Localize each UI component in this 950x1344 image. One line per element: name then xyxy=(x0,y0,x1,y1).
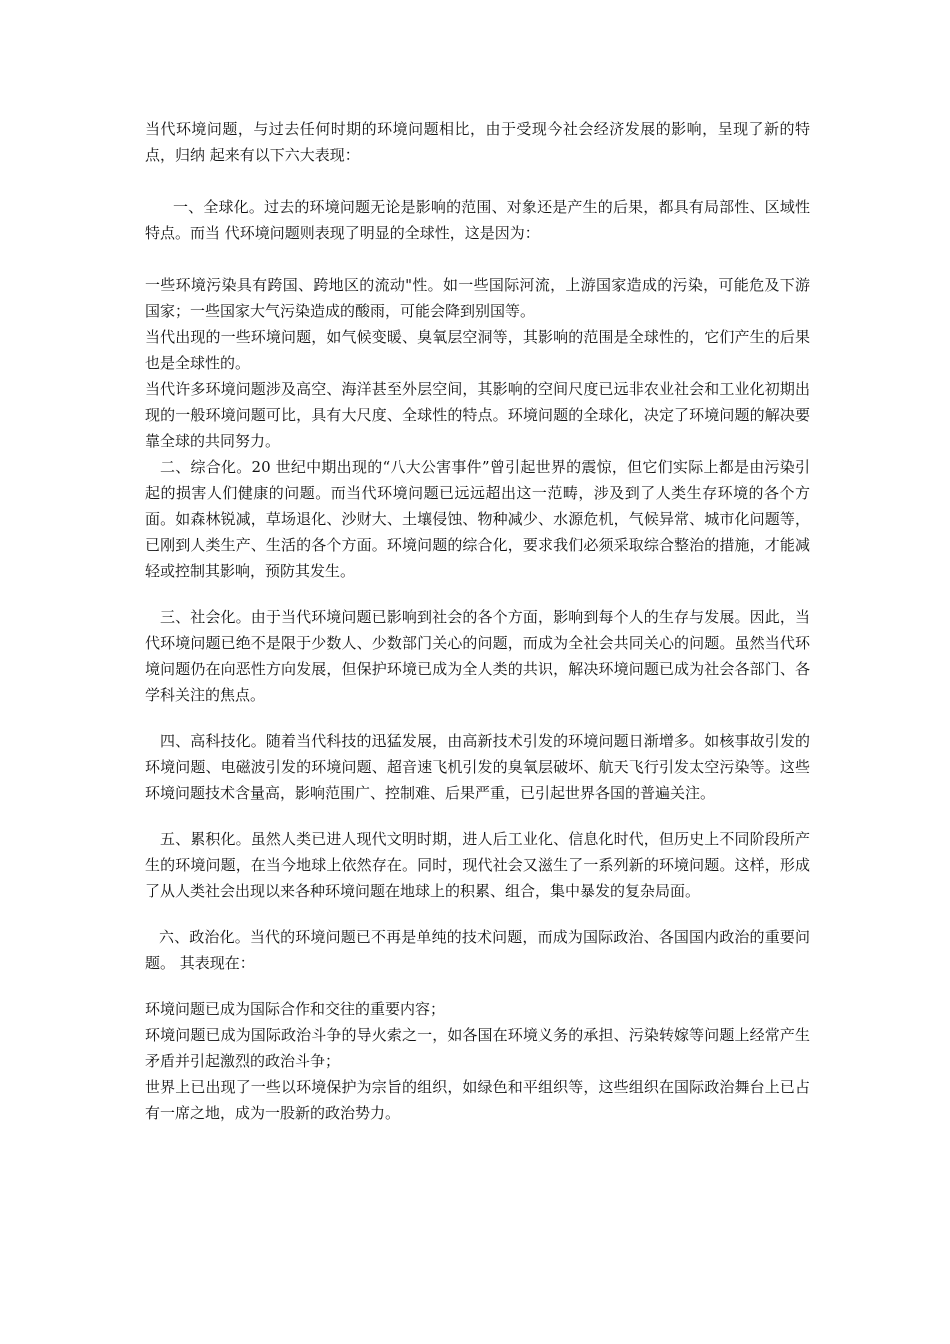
section-1-globalization: 一、全球化。过去的环境问题无论是影响的范围、对象还是产生的后果，都具有局部性、区域性特点。而当 代环境问题则表现了明显的全球性，这是因为： xyxy=(145,198,810,242)
intro-paragraph: 当代环境问题，与过去任何时期的环境问题相比，由于受现今社会经济发展的影响，呈现了新的特点，归纳 起来有以下六大表现： xyxy=(145,120,810,164)
globalization-point-1: 一些环境污染具有跨国、跨地区的流动"性。如一些国际河流，上游国家造成的污染，可能危及下游国家；一些国家大气污染造成的酸雨，可能会降到别国等。 xyxy=(145,276,810,320)
politicization-point-3: 世界上已出现了一些以环境保护为宗旨的组织，如绿色和平组织等，这些组织在国际政治舞台上已占有一席之地，成为一股新的政治势力。 xyxy=(145,1078,810,1122)
section-3-socialization: 三、社会化。由于当代环境问题已影响到社会的各个方面，影响到每个人的生存与发展。因此，当代环境问题已绝不是限于少数人、少数部门关心的问题，而成为全社会共同关心的问题。虽然当代环境问题仍在向恶性方向发展，但保护环境已成为全人类的共识，解决环境问题已成为社会各部门、各学科关注的焦点。 xyxy=(145,608,810,704)
section-6-politicization: 六、政治化。当代的环境问题已不再是单纯的技术问题，而成为国际政治、各国国内政治的重要问题。 其表现在： xyxy=(145,928,810,972)
globalization-point-3: 当代许多环境问题涉及高空、海洋甚至外层空间，其影响的空间尺度已远非农业社会和工业化初期出现的一般环境问题可比，具有大尺度、全球性的特点。环境问题的全球化，决定了环境问题的解决要靠全球的共同努力。 xyxy=(145,380,810,450)
globalization-point-2: 当代出现的一些环境问题，如气候变暖、臭氧层空洞等，其影响的范围是全球性的，它们产生的后果也是全球性的。 xyxy=(145,328,810,372)
section-4-high-tech: 四、高科技化。随着当代科技的迅猛发展，由高新技术引发的环境问题日渐增多。如核事故引发的环境问题、电磁波引发的环境问题、超音速飞机引发的臭氧层破坏、航天飞行引发太空污染等。这些环境问题技术含量高，影响范围广、控制难、后果严重，已引起世界各国的普遍关注。 xyxy=(145,732,810,802)
section-5-accumulation: 五、累积化。虽然人类已进人现代文明时期，进人后工业化、信息化时代，但历史上不同阶段所产生的环境问题，在当今地球上依然存在。同时，现代社会又滋生了一系列新的环境问题。这样，形成了从人类社会出现以来各种环境问题在地球上的积累、组合，集中暴发的复杂局面。 xyxy=(145,830,810,900)
document-body xyxy=(145,116,810,1126)
politicization-point-1: 环境问题已成为国际合作和交往的重要内容； xyxy=(145,1000,446,1018)
politicization-point-2: 环境问题已成为国际政治斗争的导火索之一，如各国在环境义务的承担、污染转嫁等问题上经常产生矛盾并引起激烈的政治斗争； xyxy=(145,1026,810,1070)
section-2-comprehensiveness: 二、综合化。20 世纪中期出现的“八大公害事件”曾引起世界的震惊，但它们实际上都是由污染引起的损害人们健康的问题。而当代环境问题已远远超出这一范畴，涉及到了人类生存环境的各个方面。如森林锐减，草场退化、沙财大、土壤侵蚀、物种减少、水源危机，气候异常、城市化问题等，已刚到人类生产、生活的各个方面。环境问题的综合化，要求我们必须采取综合整治的措施，才能减轻或控制其影响，预防其发生。 xyxy=(145,458,810,580)
